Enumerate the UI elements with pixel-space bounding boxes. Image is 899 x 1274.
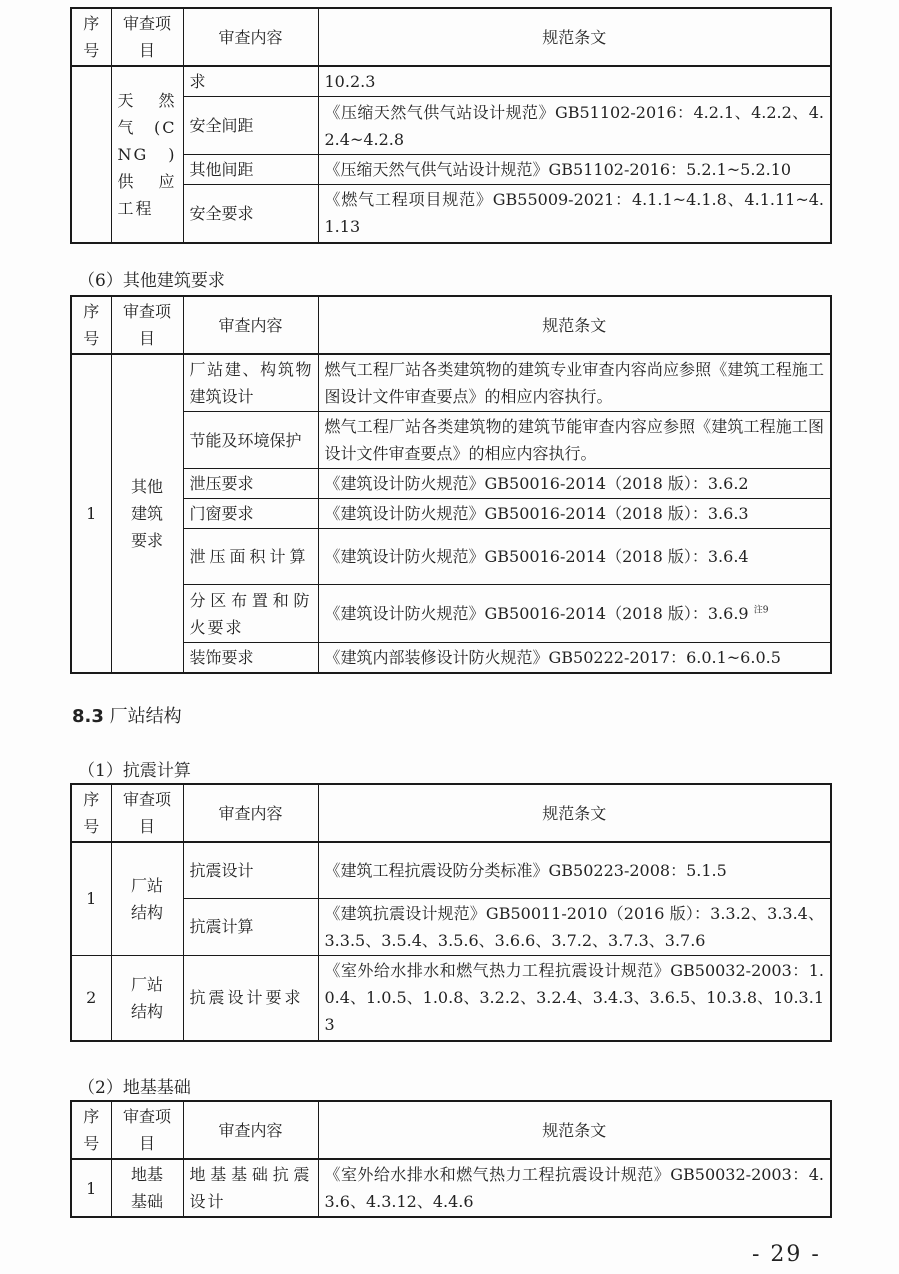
table-caption: （6）其他建筑要求 — [78, 271, 225, 291]
review-content: 门窗要求 — [183, 499, 318, 529]
review-content: 抗震计算 — [183, 898, 318, 955]
header-content: 审查内容 — [183, 784, 318, 842]
section-number: 8.3 — [72, 706, 104, 727]
header-seq: 序号 — [71, 8, 111, 66]
review-content: 节能及环境保护 — [183, 412, 318, 469]
header-seq: 序号 — [71, 296, 111, 354]
header-content: 审查内容 — [183, 1101, 318, 1159]
review-item: 地基基础 — [111, 1159, 183, 1217]
review-content: 厂站建、构筑物建筑设计 — [183, 354, 318, 412]
footnote-mark: 注9 — [753, 605, 769, 616]
review-content: 泄压面积计算 — [183, 529, 318, 585]
seq-cell: 2 — [71, 955, 111, 1041]
clause-text: 《建筑设计防火规范》GB50016-2014（2018 版）：3.6.3 — [318, 499, 831, 529]
review-item: 厂站结构 — [111, 955, 183, 1041]
header-item: 审查项目 — [111, 296, 183, 354]
review-content: 分区布置和防火要求 — [183, 585, 318, 643]
review-item: 天 然 气 (CNG ) 供 应 工程 — [111, 66, 183, 243]
header-item: 审查项目 — [111, 1101, 183, 1159]
clause-cell — [318, 585, 831, 643]
review-content: 装饰要求 — [183, 643, 318, 674]
other-building-table — [70, 295, 832, 674]
seq-cell: 1 — [71, 842, 111, 955]
header-clause: 规范条文 — [318, 784, 831, 842]
header-clause: 规范条文 — [318, 8, 831, 66]
header-seq: 序号 — [71, 784, 111, 842]
header-content: 审查内容 — [183, 8, 318, 66]
clause-text: 《室外给水排水和燃气热力工程抗震设计规范》GB50032-2003：1.0.4、1.0.5、1.0.8、3.2.2、3.2.4、3.4.3、3.6.5、10.3.8、10.3.13 — [318, 955, 831, 1041]
review-content: 求 — [183, 66, 318, 97]
clause-text: 《建筑设计防火规范》GB50016-2014（2018 版）：3.6.2 — [318, 469, 831, 499]
clause-text: 《燃气工程项目规范》GB55009-2021：4.1.1~4.1.8、4.1.11~4.1.13 — [318, 185, 831, 243]
review-content: 抗震设计 — [183, 842, 318, 898]
header-clause: 规范条文 — [318, 296, 831, 354]
seq-cell: 1 — [71, 1159, 111, 1217]
foundation-table — [70, 1100, 832, 1218]
clause-text: 《建筑抗震设计规范》GB50011-2010（2016 版）：3.3.2、3.3.4、3.3.5、3.5.4、3.5.6、3.6.6、3.7.2、3.7.3、3.7.6 — [318, 898, 831, 955]
table-caption: （2）地基基础 — [78, 1078, 191, 1098]
seq-cell — [71, 66, 111, 243]
review-content: 地基基础抗震设计 — [183, 1159, 318, 1217]
header-item: 审查项目 — [111, 8, 183, 66]
review-content: 其他间距 — [183, 155, 318, 185]
header-content: 审查内容 — [183, 296, 318, 354]
clause-text: 《建筑工程抗震设防分类标准》GB50223-2008：5.1.5 — [318, 842, 831, 898]
header-item: 审查项目 — [111, 784, 183, 842]
clause-text: 《建筑内部装修设计防火规范》GB50222-2017：6.0.1~6.0.5 — [318, 643, 831, 674]
clause-text: 《压缩天然气供气站设计规范》GB51102-2016：5.2.1~5.2.10 — [318, 155, 831, 185]
cng-supply-table — [70, 7, 832, 244]
review-content: 抗震设计要求 — [183, 955, 318, 1041]
review-content: 泄压要求 — [183, 469, 318, 499]
header-clause: 规范条文 — [318, 1101, 831, 1159]
clause-text: 《建筑设计防火规范》GB50016-2014（2018 版）：3.6.9 — [324, 604, 749, 623]
clause-text: 《建筑设计防火规范》GB50016-2014（2018 版）：3.6.4 — [318, 529, 831, 585]
clause-text: 《压缩天然气供气站设计规范》GB51102-2016：4.2.1、4.2.2、4.2.4~4.2.8 — [318, 97, 831, 155]
clause-text: 燃气工程厂站各类建筑物的建筑专业审查内容尚应参照《建筑工程施工图设计文件审查要点》的相应内容执行。 — [318, 354, 831, 412]
review-content: 安全要求 — [183, 185, 318, 243]
header-seq: 序号 — [71, 1101, 111, 1159]
review-content: 安全间距 — [183, 97, 318, 155]
clause-text: 《室外给水排水和燃气热力工程抗震设计规范》GB50032-2003：4.3.6、4.3.12、4.4.6 — [318, 1159, 831, 1217]
page-number: - 29 - — [752, 1242, 821, 1267]
review-item: 厂站结构 — [111, 842, 183, 955]
table-caption: （1）抗震计算 — [78, 761, 191, 781]
clause-text: 燃气工程厂站各类建筑物的建筑节能审查内容应参照《建筑工程施工图设计文件审查要点》的相应内容执行。 — [318, 412, 831, 469]
section-title: 厂站结构 — [109, 706, 182, 727]
section-heading — [72, 702, 182, 728]
seismic-calc-table — [70, 783, 832, 1042]
seq-cell: 1 — [71, 354, 111, 673]
review-item: 其他建筑要求 — [111, 354, 183, 673]
clause-text: 10.2.3 — [318, 66, 831, 97]
